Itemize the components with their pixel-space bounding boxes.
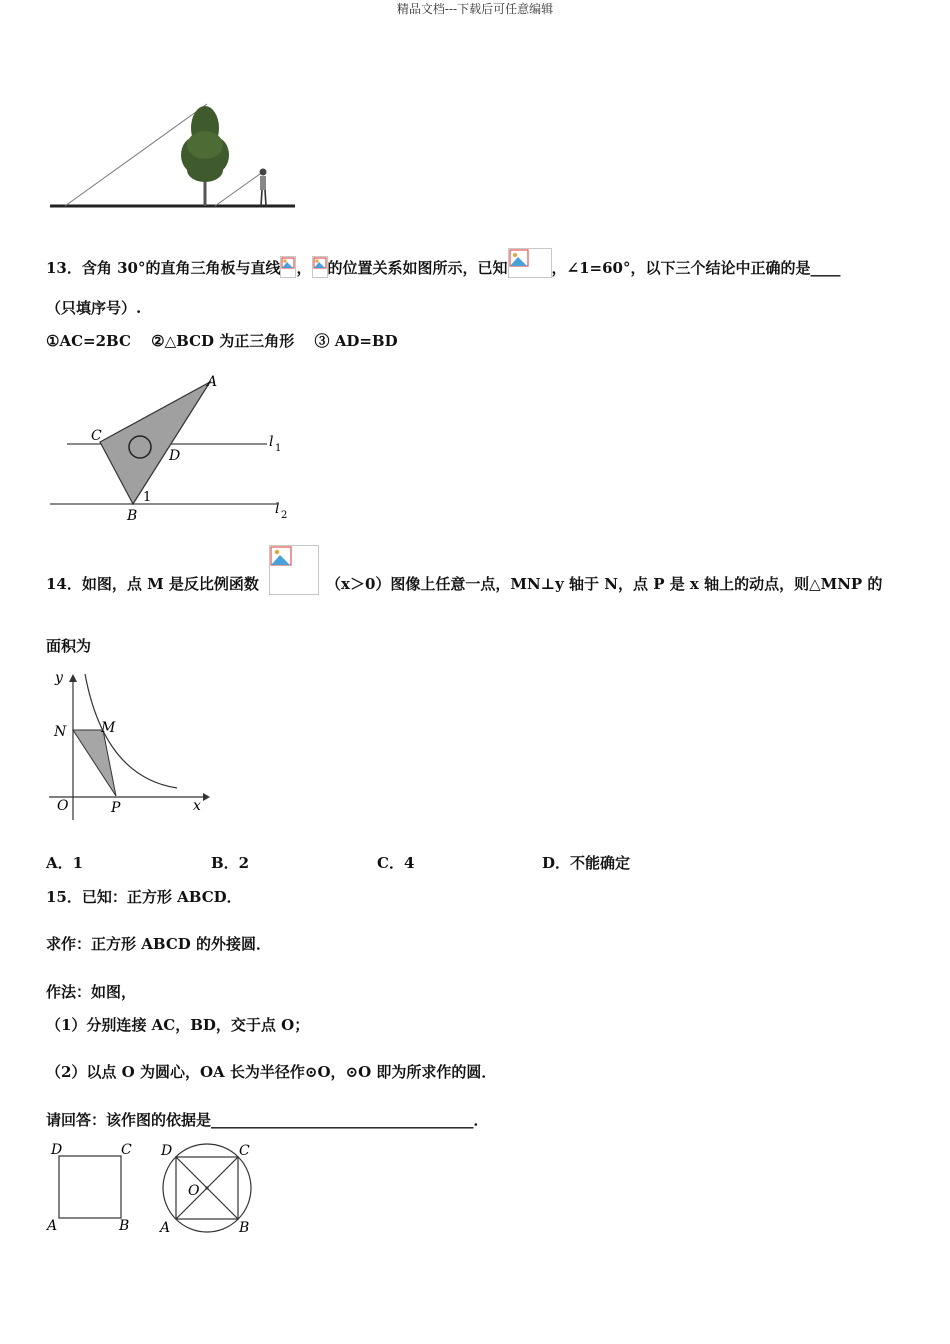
q13-text-a: 13．含角 30°的直角三角板与直线 [46,259,281,277]
q13-text-c: ，∠1=60°，以下三个结论中正确的是____ [551,259,841,277]
triangle-plate [100,382,210,504]
broken-image-icon [269,545,319,595]
sun-ray-person [215,174,260,206]
label-C: C [239,1143,250,1159]
label-l1-sub: 1 [275,443,282,454]
label-y: y [55,670,63,686]
label-B: B [239,1220,250,1236]
q14-line2: 面积为 [46,637,92,655]
q14-text-b: （x＞0）图像上任意一点，MN⊥y 轴于 N，点 P 是 x 轴上的动点，则△MNP 的 [326,575,883,593]
center-O-dot [205,1186,208,1189]
label-O: O [188,1183,200,1199]
q15-line3: 作法：如图， [46,983,137,1001]
q14-graph-figure [45,668,215,820]
q14-text-a: 14．如图，点 M 是反比例函数 [46,575,259,593]
q15-line1: 15．已知：正方形 ABCD． [46,888,242,906]
label-D: D [51,1142,63,1158]
q15-step2: （2）以点 O 为圆心，OA 长为半径作⊙O，⊙O 即为所求作的圆． [46,1063,497,1081]
label-x: x [193,798,201,814]
q15-circumcircle-figure [155,1138,260,1238]
choice-c: C．4 [377,854,415,872]
q15-question: 请回答：该作图的依据是___________________________________． [46,1111,489,1129]
label-C: C [121,1142,132,1158]
label-l1: l [269,434,274,450]
q13-sep: ， [296,259,312,277]
q13-options: ①AC=2BC ②△BCD 为正三角形 ③ AD=BD [46,332,398,350]
label-D: D [161,1143,173,1159]
label-P: P [111,800,121,816]
tree-shadow-figure [45,100,300,220]
choice-a: A．1 [46,854,84,872]
q15-line2: 求作：正方形 ABCD 的外接圆． [46,935,271,953]
choice-d: D．不能确定 [542,854,631,872]
label-angle-1: 1 [143,490,152,505]
q13-line2: （只填序号）. [46,299,142,317]
person-figure [260,169,267,207]
label-O: O [57,798,69,814]
broken-image-icon [508,248,552,278]
label-l2: l [275,501,280,517]
square-ABCD [59,1156,121,1218]
q13-line1 [46,248,840,278]
label-B: B [119,1218,130,1234]
label-B: B [127,508,138,524]
label-A: A [207,374,218,390]
broken-image-icon [280,256,296,278]
label-A: A [47,1218,58,1234]
label-M: M [101,720,116,736]
label-C: C [91,428,102,444]
label-l2-sub: 2 [281,510,288,521]
q13-text-b: 的位置关系如图所示，已知 [327,259,508,277]
q15-square-figure [45,1138,140,1238]
choice-b: B．2 [211,854,250,872]
label-N: N [54,724,67,740]
label-D: D [169,448,181,464]
broken-image-icon [312,256,328,278]
page-header: 精品文档---下载后可任意编辑 [396,2,554,16]
q15-step1: （1）分别连接 AC，BD，交于点 O； [46,1016,310,1034]
triangle-MNP [73,730,116,796]
label-A: A [160,1220,171,1236]
q13-triangle-figure [45,370,295,530]
